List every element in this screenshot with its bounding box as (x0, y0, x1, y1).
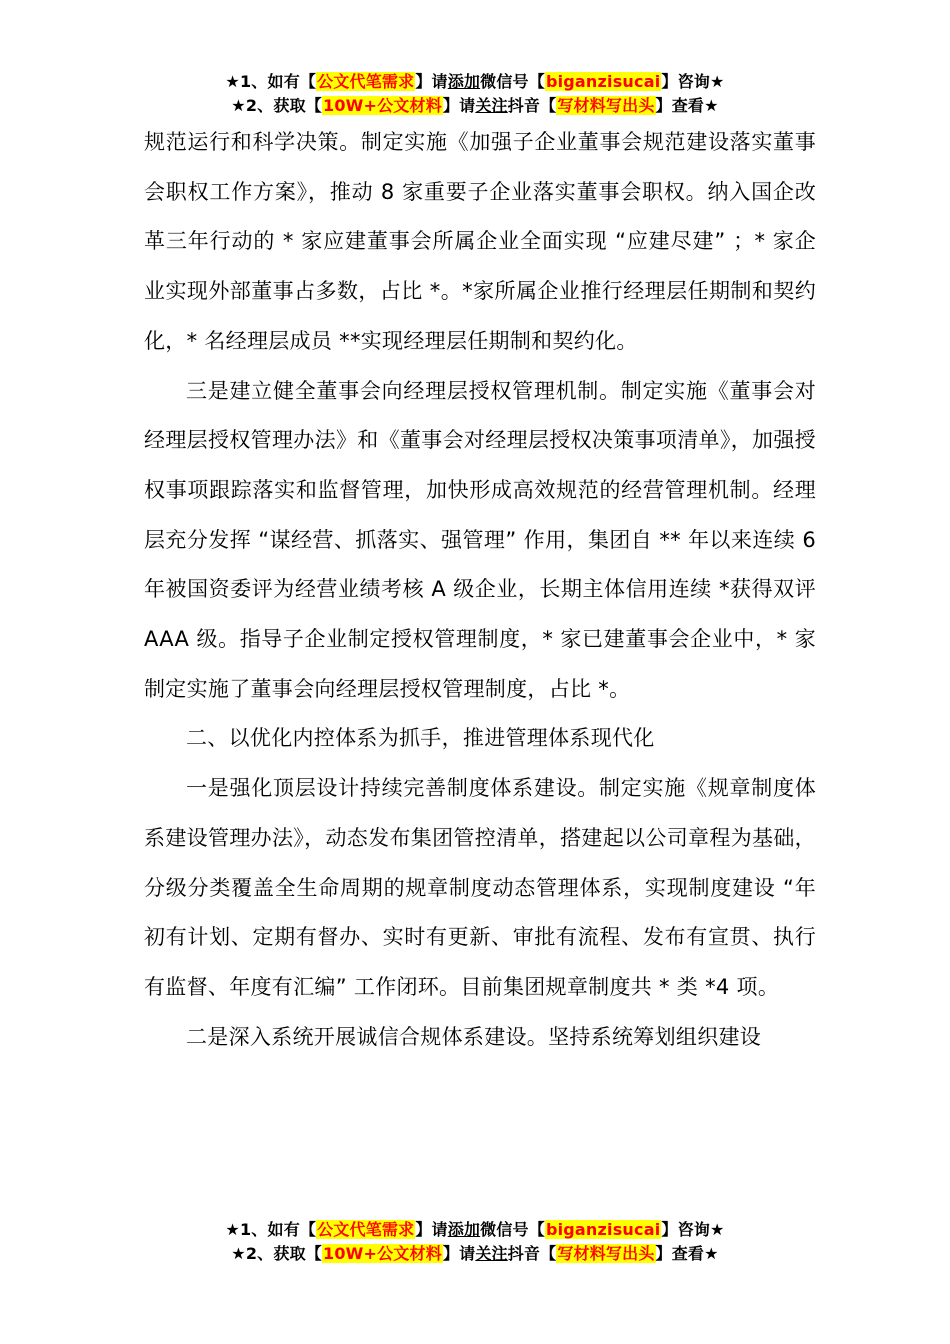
banner-text: ★1、如有【 (225, 1220, 317, 1239)
banner-text: 】请 (442, 96, 476, 115)
banner-underlined: 添加 (447, 1220, 481, 1239)
banner-text: 】咨询★ (661, 72, 725, 91)
highlight-wechat-id: biganzisucai (545, 1220, 661, 1239)
highlight-materials: 10W+公文材料 (322, 1244, 442, 1263)
banner-text: 】请 (415, 72, 448, 91)
banner-text: 】查看★ (655, 1244, 719, 1263)
banner-text: 】请 (442, 1244, 476, 1263)
banner-text: ★2、获取【 (231, 1244, 322, 1263)
banner-text: 抖音【 (507, 96, 557, 115)
highlight-douyin-account: 写材料写出头 (557, 96, 655, 115)
banner-underlined: 添加 (447, 72, 481, 91)
banner-text: ★1、如有【 (225, 72, 317, 91)
highlight-wechat-id: biganzisucai (545, 72, 661, 91)
banner-text: 】咨询★ (661, 1220, 725, 1239)
banner-line-2 (0, 1242, 950, 1266)
banner-text: 抖音【 (507, 1244, 557, 1263)
banner-underlined: 关注 (475, 1244, 508, 1263)
banner-underlined: 关注 (475, 96, 508, 115)
document-body (144, 118, 816, 1062)
banner-line-1 (0, 70, 950, 94)
highlight-materials: 10W+公文材料 (322, 96, 442, 115)
paragraph: 一是强化顶层设计持续完善制度体系建设。制定实施《规章制度体系建设管理办法》，动态发布集团管控清单，搭建起以公司章程为基础，分级分类覆盖全生命周期的规章制度动态管理体系，实现制度建设 “年初有计划、定期有督办、实时有更新、审批有流程、发布有宣贯、执行有监督、年度有汇编” 工作闭环。目前集团规章制度共 * 类 *4 项。 (144, 776, 816, 999)
banner-text: 微信号【 (480, 1220, 545, 1239)
highlight-service: 公文代笔需求 (317, 72, 415, 91)
highlight-service: 公文代笔需求 (317, 1220, 415, 1239)
highlight-douyin-account: 写材料写出头 (557, 1244, 655, 1263)
banner-text: ★2、获取【 (231, 96, 322, 115)
banner-line-1 (0, 1218, 950, 1242)
paragraph: 二是深入系统开展诚信合规体系建设。坚持系统筹划组织建设 (186, 1024, 762, 1049)
footer-banner (0, 1218, 950, 1266)
banner-line-2 (0, 94, 950, 118)
header-banner (0, 70, 950, 118)
paragraph: 三是建立健全董事会向经理层授权管理机制。制定实施《董事会对经理层授权管理办法》和《董事会对经理层授权决策事项清单》，加强授权事项跟踪落实和监督管理，加快形成高效规范的经营管理机制。经理层充分发挥 “谋经营、抓落实、强管理” 作用，集团自 ** 年以来连续 6 年被国资委评为经营业绩考核 A 级企业，长期主体信用连续 *获得双评 AAA 级。指导子企业制定授权管理制度，* 家已建董事会企业中，* 家制定实施了董事会向经理层授权管理制度，占比 *。 (144, 378, 816, 701)
banner-text: 微信号【 (480, 72, 545, 91)
banner-text: 】查看★ (655, 96, 719, 115)
section-heading: 二、以优化内控体系为抓手，推进管理体系现代化 (186, 726, 655, 751)
banner-text: 】请 (415, 1220, 448, 1239)
paragraph-continued: 规范运行和科学决策。制定实施《加强子企业董事会规范建设落实董事会职权工作方案》，推动 8 家重要子企业落实董事会职权。纳入国企改革三年行动的 * 家应建董事会所属企业全面实现 “应建尽建” ；* 家企业实现外部董事占多数，占比 *。*家所属企业推行经理层任期制和契约化，* 名经理层成员 **实现经理层任期制和契约化。 (144, 130, 816, 353)
